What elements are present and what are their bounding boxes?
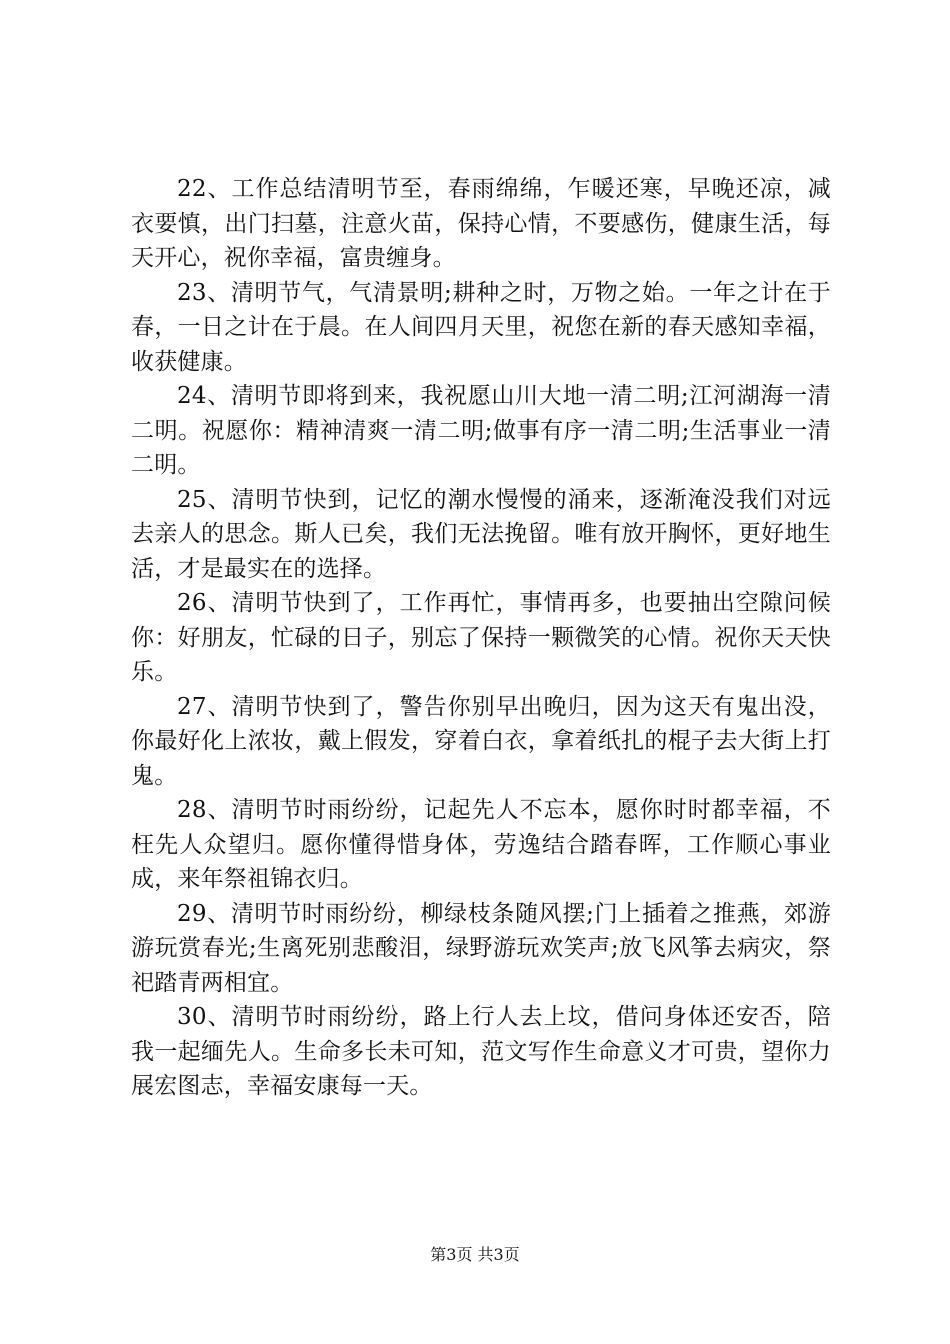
paragraph-30: 30、清明节时雨纷纷，路上行人去上坟，借问身体还安否，陪我一起缅先人。生命多长未可知，范文写作生命意义才可贵，望你力展宏图志，幸福安康每一天。: [131, 1004, 831, 1099]
paragraph-28: 28、清明节时雨纷纷，记起先人不忘本，愿你时时都幸福，不枉先人众望归。愿你懂得惜身体，劳逸结合踏春晖，工作顺心事业成，来年祭祖锦衣归。: [131, 797, 831, 892]
paragraph-26: 26、清明节快到了，工作再忙，事情再多，也要抽出空隙问候你：好朋友，忙碌的日子，别忘了保持一颗微笑的心情。祝你天天快乐。: [131, 590, 831, 685]
paragraph-22: 22、工作总结清明节至，春雨绵绵，乍暖还寒，早晚还凉，减衣要慎，出门扫墓，注意火苗，保持心情，不要感伤，健康生活，每天开心，祝你幸福，富贵缠身。: [131, 176, 831, 271]
paragraph-23: 23、清明节气，气清景明;耕种之时，万物之始。一年之计在于春，一日之计在于晨。在人间四月天里，祝您在新的春天感知幸福，收获健康。: [131, 279, 831, 375]
page-number-footer: 第3页 共3页: [430, 1245, 520, 1264]
paragraph-25: 25、清明节快到，记忆的潮水慢慢的涌来，逐渐淹没我们对远去亲人的思念。斯人已矣，我们无法挽留。唯有放开胸怀，更好地生活，才是最实在的选择。: [131, 486, 831, 582]
paragraph-24: 24、清明节即将到来，我祝愿山川大地一清二明;江河湖海一清二明。祝愿你：精神清爽一清二明;做事有序一清二明;生活事业一清二明。: [131, 383, 831, 478]
document-body: [131, 172, 831, 1104]
paragraph-29: 29、清明节时雨纷纷，柳绿枝条随风摆;门上插着之推燕，郊游游玩赏春光;生离死别悲酸泪，绿野游玩欢笑声;放飞风筝去病灾，祭祀踏青两相宜。: [131, 900, 831, 996]
paragraph-27: 27、清明节快到了，警告你别早出晚归，因为这天有鬼出没，你最好化上浓妆，戴上假发，穿着白衣，拿着纸扎的棍子去大街上打鬼。: [131, 693, 831, 789]
